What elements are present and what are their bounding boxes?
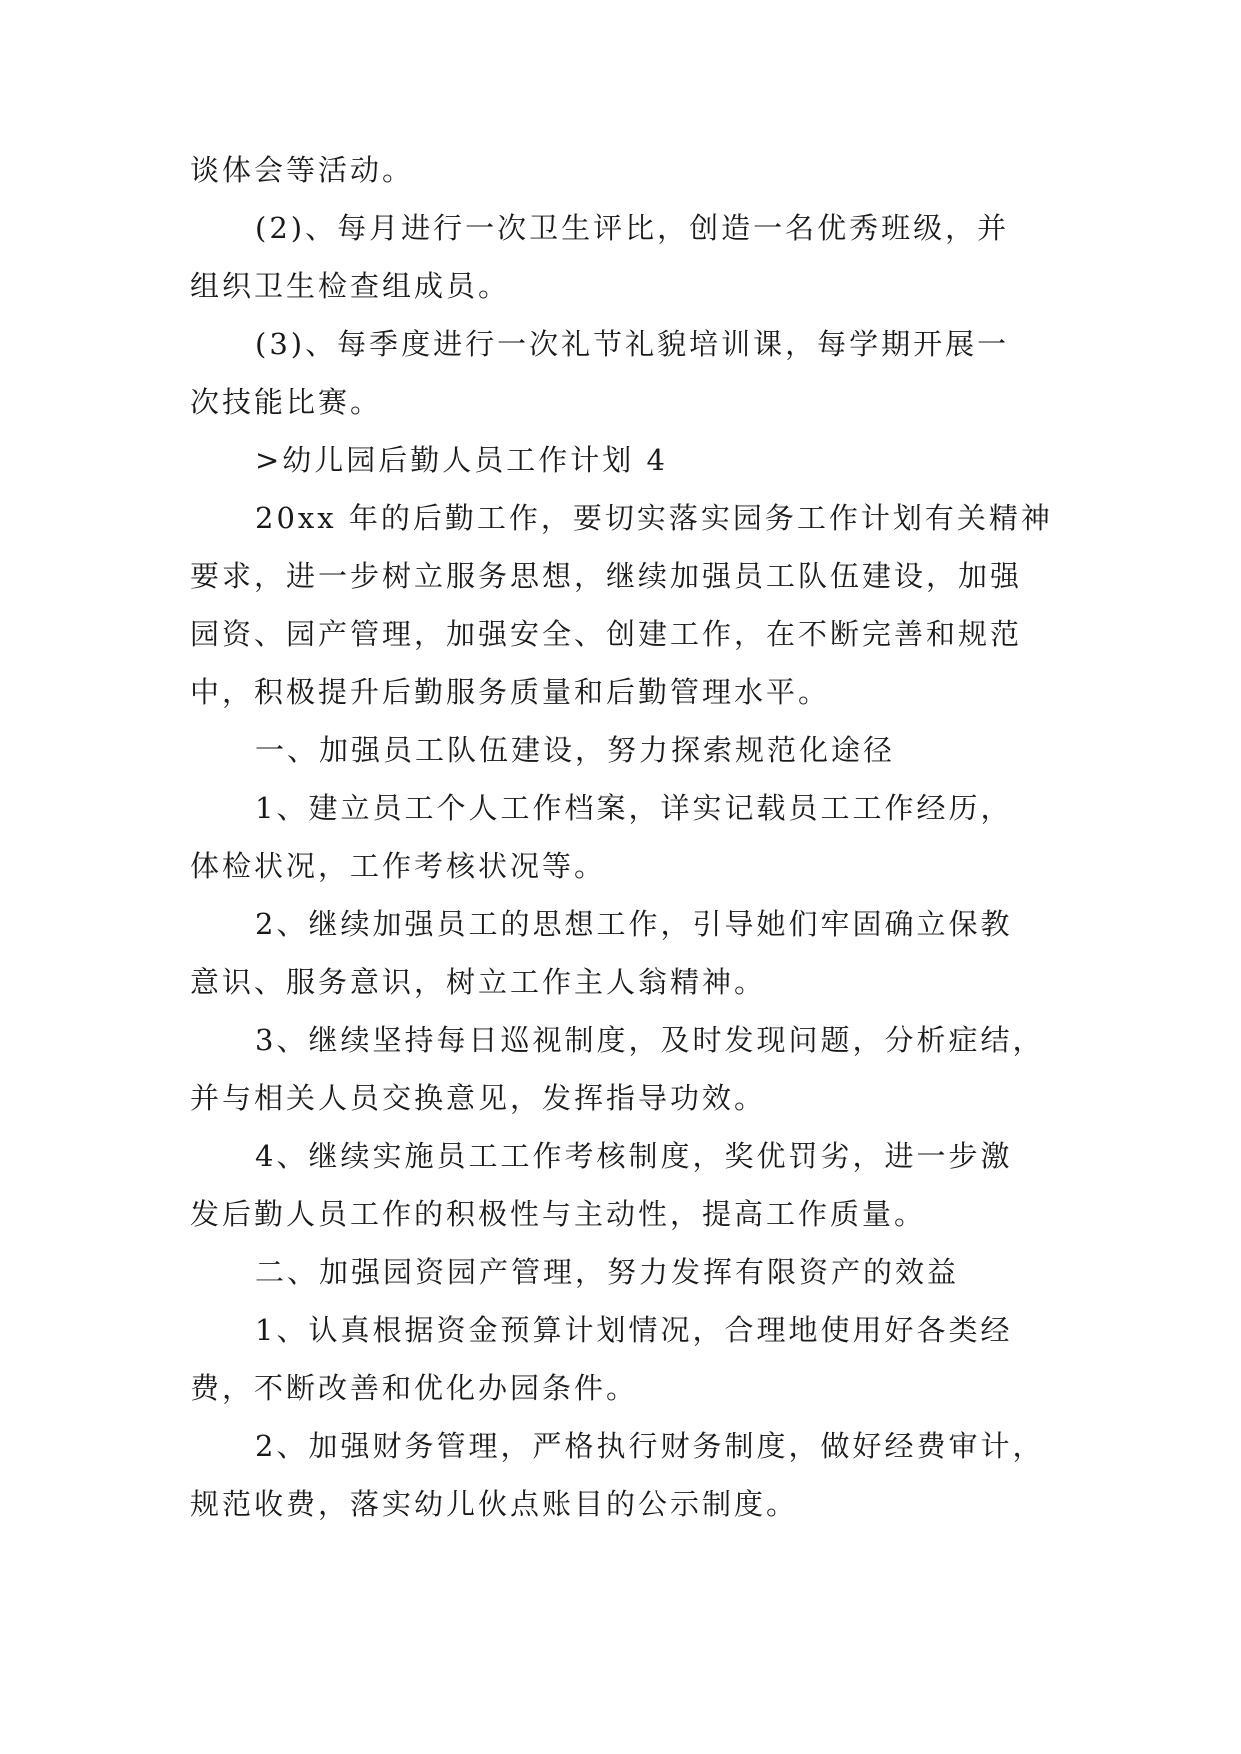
- text-line: 园资、园产管理，加强安全、创建工作，在不断完善和规范: [190, 617, 1023, 651]
- text-line: (2)、每月进行一次卫生评比，创造一名优秀班级，并: [255, 211, 1010, 245]
- text-line: 并与相关人员交换意见，发挥指导功效。: [190, 1081, 767, 1115]
- text-line: 2、继续加强员工的思想工作，引导她们牢固确立保教: [255, 907, 1013, 941]
- text-line: 意识、服务意识，树立工作主人翁精神。: [190, 965, 767, 999]
- subsection-heading: 二、加强园资园产管理，努力发挥有限资产的效益: [255, 1255, 960, 1289]
- section-heading: >幼儿园后勤人员工作计划 4: [255, 443, 668, 477]
- text-line: 发后勤人员工作的积极性与主动性，提高工作质量。: [190, 1197, 927, 1231]
- text-line: 要求，进一步树立服务思想，继续加强员工队伍建设，加强: [190, 559, 1023, 593]
- text-line: 规范收费，落实幼儿伙点账目的公示制度。: [190, 1487, 799, 1521]
- text-line: 次技能比赛。: [190, 385, 383, 419]
- text-line: 20xx 年的后勤工作，要切实落实园务工作计划有关精神: [255, 501, 1053, 535]
- text-line: 3、继续坚持每日巡视制度，及时发现问题，分析症结，: [255, 1023, 1045, 1057]
- text-line: 组织卫生检查组成员。: [190, 269, 511, 303]
- text-line: 2、加强财务管理，严格执行财务制度，做好经费审计，: [255, 1429, 1045, 1463]
- text-line: 1、建立员工个人工作档案，详实记载员工工作经历，: [255, 791, 1013, 825]
- text-line: 谈体会等活动。: [190, 153, 415, 187]
- text-line: (3)、每季度进行一次礼节礼貌培训课，每学期开展一: [255, 327, 1010, 361]
- text-line: 1、认真根据资金预算计划情况，合理地使用好各类经: [255, 1313, 1013, 1347]
- subsection-heading: 一、加强员工队伍建设，努力探索规范化途径: [255, 733, 896, 767]
- text-line: 费，不断改善和优化办园条件。: [190, 1371, 639, 1405]
- text-line: 体检状况，工作考核状况等。: [190, 849, 607, 883]
- text-line: 4、继续实施员工工作考核制度，奖优罚劣，进一步激: [255, 1139, 1013, 1173]
- text-line: 中，积极提升后勤服务质量和后勤管理水平。: [190, 675, 831, 709]
